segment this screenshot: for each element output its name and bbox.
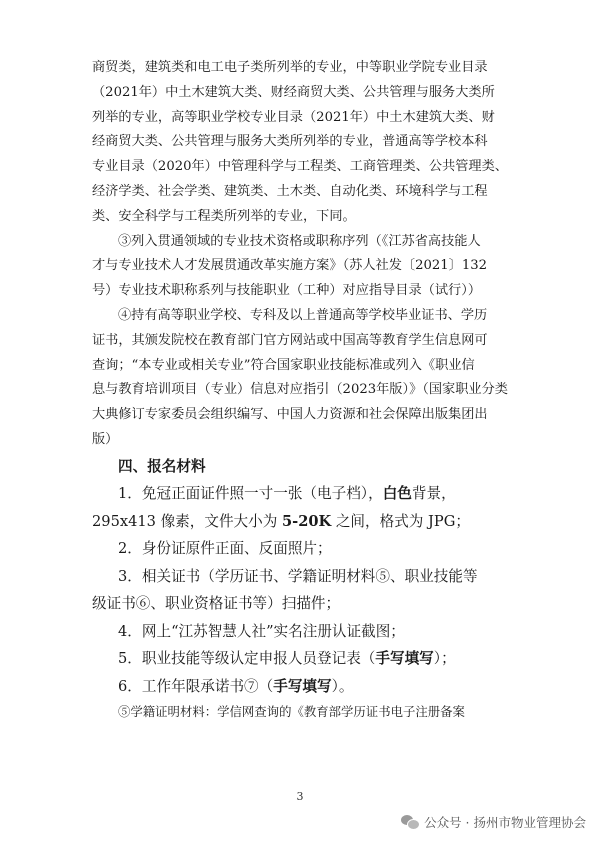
note-4-line: ④持有高等职业学校、专科及以上普通高等学校毕业证书、学历	[118, 307, 488, 323]
item-text: 背景，	[411, 485, 456, 503]
item-emphasis: 手写填写	[375, 650, 434, 668]
item-text: 之间，格式为 JPG；	[331, 512, 470, 530]
material-item-5	[92, 645, 522, 673]
body-line: 商贸类，建筑类和电工电子类所列举的专业，中等职业学院专业目录	[92, 60, 488, 75]
item-text: 5．职业技能等级认定申报人员登记表（	[118, 650, 376, 668]
wechat-icon	[401, 815, 419, 829]
material-item-1	[92, 480, 522, 508]
material-item-3: 3．相关证书（学历证书、学籍证明材料⑤、职业技能等	[118, 567, 478, 585]
footer-text: 公众号 · 扬州市物业管理协会	[424, 815, 586, 830]
note-4-line: 证书，其颁发院校在教育部门官方网站或中国高等教育学生信息网可	[92, 332, 488, 348]
note-5-line: ⑤学籍证明材料：学信网查询的《教育部学历证书电子注册备案	[118, 704, 465, 720]
material-item-6	[92, 673, 522, 701]
item-text: 1．免冠正面证件照一寸一张（电子档），	[118, 485, 383, 503]
body-line: 列举的专业，高等职业学校专业目录（2021年）中土木建筑大类、财	[92, 109, 495, 125]
note-4-line: 息与教育培训项目（专业）信息对应指引（2023年版）》（国家职业分类	[92, 382, 508, 398]
note-3-line: 号）专业技术职称系列与技能职业（工种）对应指导目录（试行））	[92, 283, 482, 299]
item-text: ）。	[331, 677, 354, 695]
material-item-1-cont	[92, 508, 522, 536]
body-line: 专业目录（2020年）中管理科学与工程类、工商管理类、公共管理类、	[92, 159, 508, 175]
item-emphasis: 5-20K	[281, 512, 332, 530]
page-number: 3	[296, 790, 304, 803]
note-3-line: ③列入贯通领域的专业技术资格或职称序列（《江苏省高技能人	[118, 233, 481, 249]
item-emphasis: 白色	[382, 485, 412, 503]
body-line: 经商贸大类、公共管理与服务大类所列举的专业，普通高等学校本科	[92, 134, 488, 150]
note-3-line: 才与专业技术人才发展贯通改革实施方案》（苏人社发〔2021〕132	[92, 258, 488, 274]
text-body	[92, 56, 522, 725]
note-4-line: 大典修订专家委员会组织编写、中国人力资源和社会保障出版集团出	[92, 407, 488, 423]
item-text: 295x413 像素，文件大小为	[92, 512, 282, 530]
section-heading: 四、报名材料	[118, 457, 206, 475]
body-line: （2021年）中土木建筑大类、财经商贸大类、公共管理与服务大类所	[92, 84, 495, 100]
item-emphasis: 手写填写	[273, 677, 332, 695]
body-line: 类、安全科学与工程类所列举的专业，下同。	[92, 208, 356, 224]
item-text: ）；	[433, 650, 456, 668]
note-4-line: 查询；“本专业或相关专业”符合国家职业技能标准或列入《职业信	[92, 357, 475, 373]
material-item-3-cont: 级证书⑥、职业资格证书等）扫描件；	[92, 595, 341, 613]
material-item-4: 4．网上“江苏智慧人社”实名注册认证截图；	[118, 622, 405, 640]
body-line: 经济学类、社会学类、建筑类、土木类、自动化类、环境科学与工程	[92, 183, 488, 199]
item-text: 6．工作年限承诺书⑦（	[118, 677, 274, 695]
footer-watermark	[401, 813, 586, 831]
material-item-2: 2．身份证原件正面、反面照片；	[118, 540, 332, 558]
note-4-line: 版）	[92, 431, 119, 447]
